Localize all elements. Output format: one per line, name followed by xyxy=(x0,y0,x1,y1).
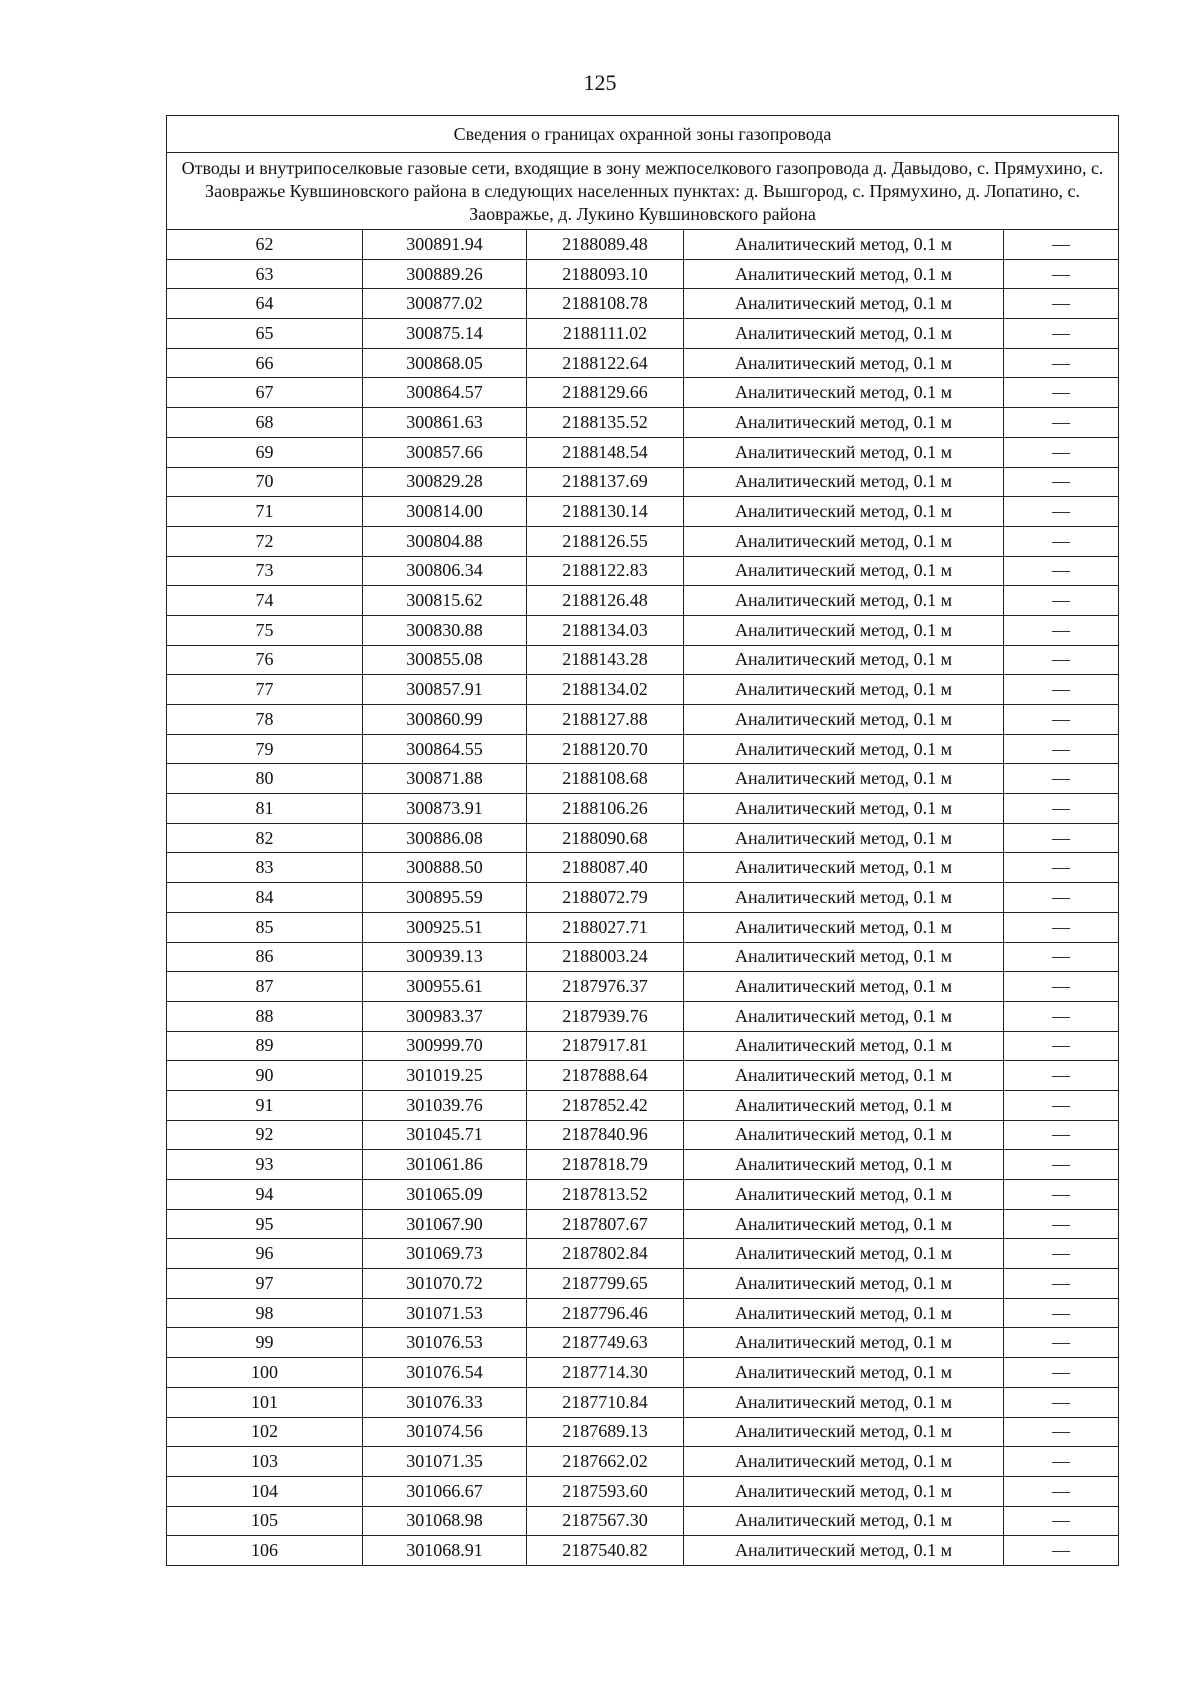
x-coordinate-cell: 300864.55 xyxy=(363,734,527,764)
table-title-row xyxy=(167,116,1119,153)
point-number-cell: 65 xyxy=(167,319,363,349)
y-coordinate-cell: 2187799.65 xyxy=(527,1269,684,1299)
table-row xyxy=(167,883,1119,913)
note-cell: — xyxy=(1004,912,1119,942)
point-number-cell: 102 xyxy=(167,1417,363,1447)
x-coordinate-cell: 300891.94 xyxy=(363,230,527,260)
method-cell: Аналитический метод, 0.1 м xyxy=(684,437,1004,467)
y-coordinate-cell: 2188089.48 xyxy=(527,230,684,260)
y-coordinate-cell: 2188087.40 xyxy=(527,853,684,883)
table-row xyxy=(167,1209,1119,1239)
note-cell: — xyxy=(1004,1031,1119,1061)
method-cell: Аналитический метод, 0.1 м xyxy=(684,348,1004,378)
y-coordinate-cell: 2188003.24 xyxy=(527,942,684,972)
point-number-cell: 78 xyxy=(167,705,363,735)
y-coordinate-cell: 2188127.88 xyxy=(527,705,684,735)
note-cell: — xyxy=(1004,586,1119,616)
table-row xyxy=(167,1328,1119,1358)
note-cell: — xyxy=(1004,1090,1119,1120)
note-cell: — xyxy=(1004,764,1119,794)
point-number-cell: 105 xyxy=(167,1506,363,1536)
note-cell: — xyxy=(1004,1506,1119,1536)
x-coordinate-cell: 300895.59 xyxy=(363,883,527,913)
table-row xyxy=(167,467,1119,497)
y-coordinate-cell: 2188111.02 xyxy=(527,319,684,349)
point-number-cell: 92 xyxy=(167,1120,363,1150)
point-number-cell: 96 xyxy=(167,1239,363,1269)
note-cell: — xyxy=(1004,794,1119,824)
y-coordinate-cell: 2188137.69 xyxy=(527,467,684,497)
x-coordinate-cell: 301066.67 xyxy=(363,1476,527,1506)
table-row xyxy=(167,1387,1119,1417)
note-cell: — xyxy=(1004,1536,1119,1566)
y-coordinate-cell: 2188122.64 xyxy=(527,348,684,378)
method-cell: Аналитический метод, 0.1 м xyxy=(684,1239,1004,1269)
note-cell: — xyxy=(1004,1269,1119,1299)
x-coordinate-cell: 300830.88 xyxy=(363,615,527,645)
y-coordinate-cell: 2187689.13 xyxy=(527,1417,684,1447)
table-row xyxy=(167,497,1119,527)
point-number-cell: 84 xyxy=(167,883,363,913)
y-coordinate-cell: 2187888.64 xyxy=(527,1061,684,1091)
y-coordinate-cell: 2187714.30 xyxy=(527,1358,684,1388)
note-cell: — xyxy=(1004,1298,1119,1328)
note-cell: — xyxy=(1004,467,1119,497)
x-coordinate-cell: 301067.90 xyxy=(363,1209,527,1239)
note-cell: — xyxy=(1004,1061,1119,1091)
x-coordinate-cell: 300925.51 xyxy=(363,912,527,942)
method-cell: Аналитический метод, 0.1 м xyxy=(684,942,1004,972)
point-number-cell: 97 xyxy=(167,1269,363,1299)
x-coordinate-cell: 301019.25 xyxy=(363,1061,527,1091)
table-row xyxy=(167,319,1119,349)
point-number-cell: 71 xyxy=(167,497,363,527)
note-cell: — xyxy=(1004,497,1119,527)
y-coordinate-cell: 2188072.79 xyxy=(527,883,684,913)
method-cell: Аналитический метод, 0.1 м xyxy=(684,1506,1004,1536)
y-coordinate-cell: 2188108.68 xyxy=(527,764,684,794)
page-number: 125 xyxy=(583,70,617,95)
method-cell: Аналитический метод, 0.1 м xyxy=(684,1090,1004,1120)
x-coordinate-cell: 301061.86 xyxy=(363,1150,527,1180)
note-cell: — xyxy=(1004,1358,1119,1388)
method-cell: Аналитический метод, 0.1 м xyxy=(684,378,1004,408)
note-cell: — xyxy=(1004,675,1119,705)
method-cell: Аналитический метод, 0.1 м xyxy=(684,912,1004,942)
x-coordinate-cell: 301069.73 xyxy=(363,1239,527,1269)
point-number-cell: 93 xyxy=(167,1150,363,1180)
method-cell: Аналитический метод, 0.1 м xyxy=(684,1120,1004,1150)
point-number-cell: 68 xyxy=(167,408,363,438)
method-cell: Аналитический метод, 0.1 м xyxy=(684,734,1004,764)
x-coordinate-cell: 300983.37 xyxy=(363,1001,527,1031)
y-coordinate-cell: 2188134.03 xyxy=(527,615,684,645)
note-cell: — xyxy=(1004,853,1119,883)
table-row xyxy=(167,289,1119,319)
y-coordinate-cell: 2188135.52 xyxy=(527,408,684,438)
point-number-cell: 75 xyxy=(167,615,363,645)
y-coordinate-cell: 2188143.28 xyxy=(527,645,684,675)
point-number-cell: 63 xyxy=(167,259,363,289)
y-coordinate-cell: 2188130.14 xyxy=(527,497,684,527)
point-number-cell: 72 xyxy=(167,526,363,556)
y-coordinate-cell: 2187840.96 xyxy=(527,1120,684,1150)
note-cell: — xyxy=(1004,883,1119,913)
table-row xyxy=(167,1447,1119,1477)
point-number-cell: 99 xyxy=(167,1328,363,1358)
method-cell: Аналитический метод, 0.1 м xyxy=(684,675,1004,705)
note-cell: — xyxy=(1004,1417,1119,1447)
x-coordinate-cell: 301076.54 xyxy=(363,1358,527,1388)
point-number-cell: 104 xyxy=(167,1476,363,1506)
table-row xyxy=(167,408,1119,438)
table-title: Сведения о границах охранной зоны газопровода xyxy=(167,116,1119,153)
method-cell: Аналитический метод, 0.1 м xyxy=(684,526,1004,556)
x-coordinate-cell: 301039.76 xyxy=(363,1090,527,1120)
note-cell: — xyxy=(1004,259,1119,289)
note-cell: — xyxy=(1004,645,1119,675)
x-coordinate-cell: 300889.26 xyxy=(363,259,527,289)
point-number-cell: 101 xyxy=(167,1387,363,1417)
method-cell: Аналитический метод, 0.1 м xyxy=(684,615,1004,645)
table-row xyxy=(167,1417,1119,1447)
y-coordinate-cell: 2188090.68 xyxy=(527,823,684,853)
method-cell: Аналитический метод, 0.1 м xyxy=(684,467,1004,497)
point-number-cell: 88 xyxy=(167,1001,363,1031)
table-row xyxy=(167,764,1119,794)
point-number-cell: 67 xyxy=(167,378,363,408)
method-cell: Аналитический метод, 0.1 м xyxy=(684,1150,1004,1180)
y-coordinate-cell: 2188027.71 xyxy=(527,912,684,942)
x-coordinate-cell: 300875.14 xyxy=(363,319,527,349)
point-number-cell: 95 xyxy=(167,1209,363,1239)
y-coordinate-cell: 2188148.54 xyxy=(527,437,684,467)
x-coordinate-cell: 300857.66 xyxy=(363,437,527,467)
note-cell: — xyxy=(1004,348,1119,378)
note-cell: — xyxy=(1004,408,1119,438)
note-cell: — xyxy=(1004,1001,1119,1031)
point-number-cell: 98 xyxy=(167,1298,363,1328)
method-cell: Аналитический метод, 0.1 м xyxy=(684,259,1004,289)
boundary-table xyxy=(166,115,1119,1566)
point-number-cell: 85 xyxy=(167,912,363,942)
y-coordinate-cell: 2187807.67 xyxy=(527,1209,684,1239)
table-row xyxy=(167,1269,1119,1299)
method-cell: Аналитический метод, 0.1 м xyxy=(684,1328,1004,1358)
point-number-cell: 106 xyxy=(167,1536,363,1566)
table-row xyxy=(167,437,1119,467)
y-coordinate-cell: 2187852.42 xyxy=(527,1090,684,1120)
note-cell: — xyxy=(1004,1328,1119,1358)
table-row xyxy=(167,645,1119,675)
note-cell: — xyxy=(1004,705,1119,735)
method-cell: Аналитический метод, 0.1 м xyxy=(684,1209,1004,1239)
point-number-cell: 90 xyxy=(167,1061,363,1091)
x-coordinate-cell: 300877.02 xyxy=(363,289,527,319)
method-cell: Аналитический метод, 0.1 м xyxy=(684,972,1004,1002)
x-coordinate-cell: 301074.56 xyxy=(363,1417,527,1447)
table-row xyxy=(167,230,1119,260)
table-row xyxy=(167,1090,1119,1120)
point-number-cell: 81 xyxy=(167,794,363,824)
table-row xyxy=(167,942,1119,972)
note-cell: — xyxy=(1004,942,1119,972)
note-cell: — xyxy=(1004,1180,1119,1210)
method-cell: Аналитический метод, 0.1 м xyxy=(684,556,1004,586)
y-coordinate-cell: 2188126.48 xyxy=(527,586,684,616)
table-row xyxy=(167,1120,1119,1150)
point-number-cell: 77 xyxy=(167,675,363,705)
method-cell: Аналитический метод, 0.1 м xyxy=(684,1536,1004,1566)
x-coordinate-cell: 301065.09 xyxy=(363,1180,527,1210)
point-number-cell: 91 xyxy=(167,1090,363,1120)
y-coordinate-cell: 2188126.55 xyxy=(527,526,684,556)
point-number-cell: 86 xyxy=(167,942,363,972)
y-coordinate-cell: 2188108.78 xyxy=(527,289,684,319)
point-number-cell: 100 xyxy=(167,1358,363,1388)
method-cell: Аналитический метод, 0.1 м xyxy=(684,1061,1004,1091)
method-cell: Аналитический метод, 0.1 м xyxy=(684,230,1004,260)
table-row xyxy=(167,1358,1119,1388)
x-coordinate-cell: 300861.63 xyxy=(363,408,527,438)
method-cell: Аналитический метод, 0.1 м xyxy=(684,1358,1004,1388)
x-coordinate-cell: 301068.98 xyxy=(363,1506,527,1536)
y-coordinate-cell: 2187939.76 xyxy=(527,1001,684,1031)
y-coordinate-cell: 2187802.84 xyxy=(527,1239,684,1269)
method-cell: Аналитический метод, 0.1 м xyxy=(684,1269,1004,1299)
note-cell: — xyxy=(1004,526,1119,556)
y-coordinate-cell: 2187710.84 xyxy=(527,1387,684,1417)
method-cell: Аналитический метод, 0.1 м xyxy=(684,853,1004,883)
y-coordinate-cell: 2187593.60 xyxy=(527,1476,684,1506)
x-coordinate-cell: 300857.91 xyxy=(363,675,527,705)
table-row xyxy=(167,734,1119,764)
point-number-cell: 79 xyxy=(167,734,363,764)
note-cell: — xyxy=(1004,1150,1119,1180)
point-number-cell: 80 xyxy=(167,764,363,794)
x-coordinate-cell: 300814.00 xyxy=(363,497,527,527)
note-cell: — xyxy=(1004,972,1119,1002)
table-row xyxy=(167,1061,1119,1091)
y-coordinate-cell: 2187540.82 xyxy=(527,1536,684,1566)
table-row xyxy=(167,378,1119,408)
table-row xyxy=(167,615,1119,645)
x-coordinate-cell: 300806.34 xyxy=(363,556,527,586)
point-number-cell: 69 xyxy=(167,437,363,467)
note-cell: — xyxy=(1004,1387,1119,1417)
table-row xyxy=(167,1476,1119,1506)
x-coordinate-cell: 300999.70 xyxy=(363,1031,527,1061)
y-coordinate-cell: 2188134.02 xyxy=(527,675,684,705)
table-row xyxy=(167,1150,1119,1180)
method-cell: Аналитический метод, 0.1 м xyxy=(684,1476,1004,1506)
table-row xyxy=(167,556,1119,586)
table-row xyxy=(167,259,1119,289)
y-coordinate-cell: 2188106.26 xyxy=(527,794,684,824)
x-coordinate-cell: 301045.71 xyxy=(363,1120,527,1150)
method-cell: Аналитический метод, 0.1 м xyxy=(684,1031,1004,1061)
point-number-cell: 66 xyxy=(167,348,363,378)
method-cell: Аналитический метод, 0.1 м xyxy=(684,289,1004,319)
y-coordinate-cell: 2187567.30 xyxy=(527,1506,684,1536)
note-cell: — xyxy=(1004,1120,1119,1150)
note-cell: — xyxy=(1004,378,1119,408)
method-cell: Аналитический метод, 0.1 м xyxy=(684,1180,1004,1210)
x-coordinate-cell: 300939.13 xyxy=(363,942,527,972)
note-cell: — xyxy=(1004,1209,1119,1239)
table-row xyxy=(167,1001,1119,1031)
y-coordinate-cell: 2188129.66 xyxy=(527,378,684,408)
table-row xyxy=(167,972,1119,1002)
point-number-cell: 87 xyxy=(167,972,363,1002)
x-coordinate-cell: 300860.99 xyxy=(363,705,527,735)
x-coordinate-cell: 300829.28 xyxy=(363,467,527,497)
x-coordinate-cell: 300955.61 xyxy=(363,972,527,1002)
table-row xyxy=(167,1536,1119,1566)
x-coordinate-cell: 301071.53 xyxy=(363,1298,527,1328)
method-cell: Аналитический метод, 0.1 м xyxy=(684,1417,1004,1447)
point-number-cell: 103 xyxy=(167,1447,363,1477)
x-coordinate-cell: 300873.91 xyxy=(363,794,527,824)
x-coordinate-cell: 300871.88 xyxy=(363,764,527,794)
table-row xyxy=(167,675,1119,705)
method-cell: Аналитический метод, 0.1 м xyxy=(684,1447,1004,1477)
x-coordinate-cell: 301076.33 xyxy=(363,1387,527,1417)
x-coordinate-cell: 300888.50 xyxy=(363,853,527,883)
y-coordinate-cell: 2187976.37 xyxy=(527,972,684,1002)
method-cell: Аналитический метод, 0.1 м xyxy=(684,408,1004,438)
note-cell: — xyxy=(1004,556,1119,586)
method-cell: Аналитический метод, 0.1 м xyxy=(684,319,1004,349)
x-coordinate-cell: 301070.72 xyxy=(363,1269,527,1299)
point-number-cell: 73 xyxy=(167,556,363,586)
method-cell: Аналитический метод, 0.1 м xyxy=(684,883,1004,913)
x-coordinate-cell: 301068.91 xyxy=(363,1536,527,1566)
table-row xyxy=(167,912,1119,942)
method-cell: Аналитический метод, 0.1 м xyxy=(684,794,1004,824)
table-row xyxy=(167,348,1119,378)
method-cell: Аналитический метод, 0.1 м xyxy=(684,823,1004,853)
point-number-cell: 89 xyxy=(167,1031,363,1061)
method-cell: Аналитический метод, 0.1 м xyxy=(684,645,1004,675)
table-subtitle: Отводы и внутрипоселковые газовые сети, входящие в зону межпоселкового газопровода д. Давыдово, с. Прямухино, с. Заовражье Кувшиновского района в следующих населенных пунктах: д. Вышгород, с. Прямухино, д. Лопатино, с. Заовражье, д. Лукино Кувшиновского района xyxy=(167,153,1119,230)
method-cell: Аналитический метод, 0.1 м xyxy=(684,586,1004,616)
note-cell: — xyxy=(1004,823,1119,853)
note-cell: — xyxy=(1004,734,1119,764)
y-coordinate-cell: 2187796.46 xyxy=(527,1298,684,1328)
note-cell: — xyxy=(1004,319,1119,349)
y-coordinate-cell: 2187917.81 xyxy=(527,1031,684,1061)
method-cell: Аналитический метод, 0.1 м xyxy=(684,764,1004,794)
table-row xyxy=(167,853,1119,883)
note-cell: — xyxy=(1004,437,1119,467)
table-row xyxy=(167,526,1119,556)
method-cell: Аналитический метод, 0.1 м xyxy=(684,705,1004,735)
point-number-cell: 82 xyxy=(167,823,363,853)
y-coordinate-cell: 2187818.79 xyxy=(527,1150,684,1180)
point-number-cell: 94 xyxy=(167,1180,363,1210)
point-number-cell: 76 xyxy=(167,645,363,675)
note-cell: — xyxy=(1004,1447,1119,1477)
x-coordinate-cell: 300815.62 xyxy=(363,586,527,616)
table-row xyxy=(167,1239,1119,1269)
note-cell: — xyxy=(1004,1239,1119,1269)
y-coordinate-cell: 2187749.63 xyxy=(527,1328,684,1358)
point-number-cell: 62 xyxy=(167,230,363,260)
table-row xyxy=(167,586,1119,616)
x-coordinate-cell: 301076.53 xyxy=(363,1328,527,1358)
table-row xyxy=(167,1031,1119,1061)
x-coordinate-cell: 300804.88 xyxy=(363,526,527,556)
y-coordinate-cell: 2187662.02 xyxy=(527,1447,684,1477)
table-row xyxy=(167,794,1119,824)
note-cell: — xyxy=(1004,615,1119,645)
x-coordinate-cell: 300886.08 xyxy=(363,823,527,853)
table-row xyxy=(167,1298,1119,1328)
x-coordinate-cell: 301071.35 xyxy=(363,1447,527,1477)
point-number-cell: 74 xyxy=(167,586,363,616)
point-number-cell: 64 xyxy=(167,289,363,319)
method-cell: Аналитический метод, 0.1 м xyxy=(684,1001,1004,1031)
method-cell: Аналитический метод, 0.1 м xyxy=(684,1298,1004,1328)
x-coordinate-cell: 300868.05 xyxy=(363,348,527,378)
table-subtitle-row xyxy=(167,153,1119,230)
point-number-cell: 70 xyxy=(167,467,363,497)
table-row xyxy=(167,705,1119,735)
note-cell: — xyxy=(1004,1476,1119,1506)
point-number-cell: 83 xyxy=(167,853,363,883)
note-cell: — xyxy=(1004,230,1119,260)
y-coordinate-cell: 2188122.83 xyxy=(527,556,684,586)
x-coordinate-cell: 300864.57 xyxy=(363,378,527,408)
table-row xyxy=(167,1180,1119,1210)
method-cell: Аналитический метод, 0.1 м xyxy=(684,1387,1004,1417)
y-coordinate-cell: 2188093.10 xyxy=(527,259,684,289)
table-row xyxy=(167,823,1119,853)
method-cell: Аналитический метод, 0.1 м xyxy=(684,497,1004,527)
table-row xyxy=(167,1506,1119,1536)
y-coordinate-cell: 2187813.52 xyxy=(527,1180,684,1210)
y-coordinate-cell: 2188120.70 xyxy=(527,734,684,764)
x-coordinate-cell: 300855.08 xyxy=(363,645,527,675)
note-cell: — xyxy=(1004,289,1119,319)
